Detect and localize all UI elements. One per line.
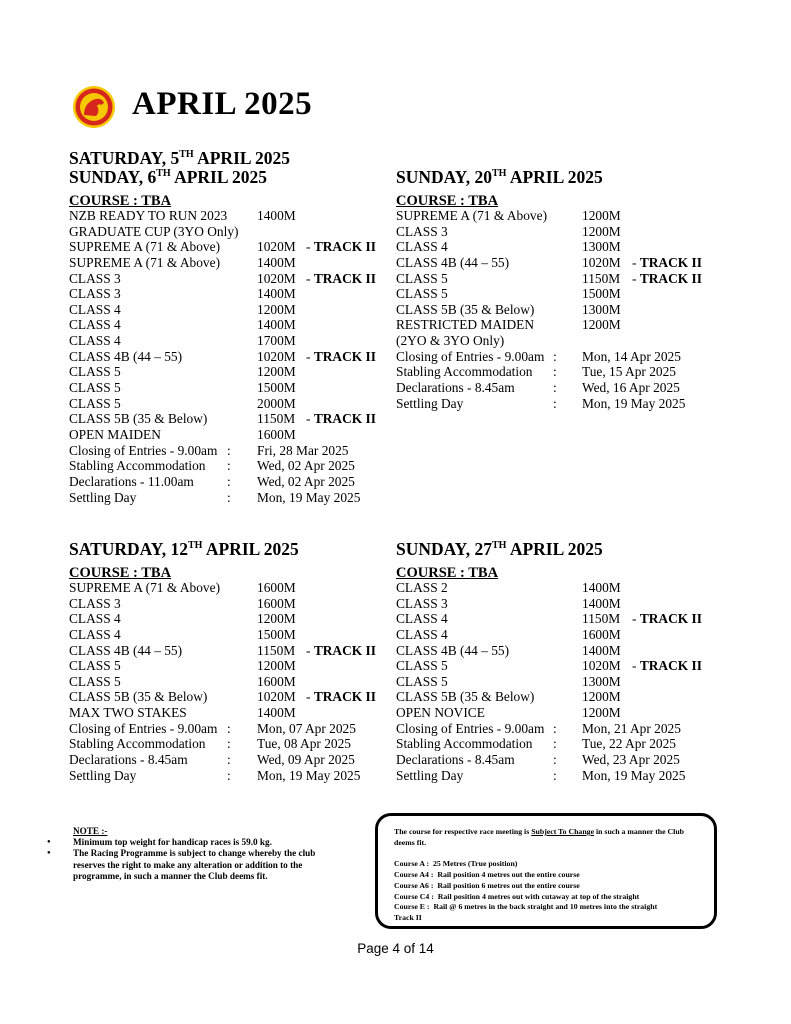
race-distance: 1020M [257, 270, 296, 286]
race-row: CLASS 4 1150M - TRACK II [396, 611, 702, 627]
track-label: TRACK II [313, 270, 376, 286]
info-colon: : [227, 442, 231, 458]
meeting-info-row [69, 458, 379, 474]
race-name: RESTRICTED MAIDEN [396, 317, 534, 333]
meeting-info-row [396, 752, 716, 768]
info-value: Wed, 23 Apr 2025 [582, 752, 680, 768]
race-distance: 1400M [257, 705, 296, 721]
note-list [42, 837, 342, 882]
race-row: CLASS 5B (35 & Below) 1020M - TRACK II [69, 689, 376, 705]
meeting-info-row [396, 396, 716, 412]
race-row [69, 396, 379, 412]
track-label: TRACK II [313, 411, 376, 427]
course-entry-code: Course A6 : [394, 880, 434, 890]
course-entry-desc: Rail position 4 metres out with cutaway at top of the straight [437, 891, 640, 901]
meeting-info-row [69, 490, 379, 506]
info-label: Declarations - 8.45am [69, 752, 188, 768]
info-value: Mon, 21 Apr 2025 [582, 720, 681, 736]
race-name: CLASS 4B (44 – 55) [396, 642, 510, 658]
race-distance: 1200M [582, 689, 621, 705]
race-row [69, 611, 379, 627]
race-row [396, 705, 716, 721]
race-name: NZB READY TO RUN 2023 [69, 208, 228, 223]
race-distance: 1020M [257, 239, 296, 255]
race-row [396, 674, 716, 690]
info-colon: : [553, 767, 557, 783]
info-label: Stabling Accommodation [396, 736, 533, 752]
race-row [69, 317, 379, 333]
race-name: OPEN NOVICE [396, 705, 485, 721]
race-name: SUPREME A (71 & Above) [69, 580, 221, 595]
race-distance: 1400M [582, 580, 621, 595]
race-distance: 1200M [257, 301, 296, 317]
info-label: Declarations - 11.00am [69, 473, 194, 489]
race-row [69, 427, 379, 443]
info-value: Wed, 02 Apr 2025 [257, 458, 355, 474]
race-distance: 1020M [582, 254, 621, 270]
meeting-date: SUNDAY, 6TH APRIL 2025 [69, 167, 267, 187]
race-distance: 1200M [257, 611, 296, 627]
race-row [396, 689, 716, 705]
meeting-info-row [396, 736, 716, 752]
race-row: CLASS 4B (44 – 55) 1020M - TRACK II [69, 348, 376, 364]
race-row [396, 208, 716, 224]
info-value: Mon, 19 May 2025 [257, 489, 361, 505]
race-row [396, 286, 716, 302]
race-distance: 1200M [257, 658, 296, 674]
club-logo [72, 85, 116, 129]
race-name: CLASS 5 [69, 658, 121, 674]
race-distance: 1150M [257, 642, 296, 658]
race-row [69, 333, 379, 349]
meeting-info-row [69, 474, 379, 490]
track-label: TRACK II [639, 658, 702, 674]
info-colon: : [553, 348, 557, 364]
meeting-info-row [69, 768, 379, 784]
race-name: CLASS 4 [396, 626, 448, 642]
race-distance: 1400M [257, 317, 296, 333]
course-entry-code: Course E : [394, 902, 430, 912]
meeting-info-row [69, 736, 379, 752]
meeting-block-april-12 [69, 540, 379, 783]
race-row [396, 302, 716, 318]
race-row [69, 364, 379, 380]
info-colon: : [227, 752, 231, 768]
race-distance: 1200M [582, 705, 621, 721]
race-name: CLASS 5 [396, 658, 448, 674]
info-value: Wed, 02 Apr 2025 [257, 473, 355, 489]
race-distance: 1400M [257, 254, 296, 270]
race-name: CLASS 4 [396, 239, 448, 255]
course-entry [394, 892, 704, 903]
race-distance: 2000M [257, 395, 296, 411]
info-value: Mon, 19 May 2025 [582, 395, 686, 411]
track-label: TRACK II [313, 348, 376, 364]
meeting-info-row [396, 721, 716, 737]
race-row [396, 643, 716, 659]
info-colon: : [553, 380, 557, 396]
race-name: CLASS 5 [396, 673, 448, 689]
info-colon: : [227, 473, 231, 489]
race-row: CLASS 3 1020M - TRACK II [69, 270, 376, 286]
info-label: Closing of Entries - 9.00am [69, 720, 218, 736]
race-row [396, 333, 716, 349]
race-name: CLASS 3 [69, 270, 121, 286]
race-distance: 1700M [257, 333, 296, 349]
race-row [69, 302, 379, 318]
meeting-info-row [69, 721, 379, 737]
race-distance: 1020M [257, 689, 296, 705]
race-distance: 1300M [582, 673, 621, 689]
race-row [69, 658, 379, 674]
info-colon: : [553, 752, 557, 768]
info-colon: : [227, 736, 231, 752]
race-name: CLASS 3 [69, 595, 121, 611]
race-row [396, 580, 716, 596]
race-name: CLASS 2 [396, 580, 448, 595]
info-value: Tue, 15 Apr 2025 [582, 364, 676, 380]
meeting-info-row [396, 380, 716, 396]
info-value: Wed, 09 Apr 2025 [257, 752, 355, 768]
course-entry-desc: Rail position 6 metres out the entire course [437, 880, 580, 890]
race-name: SUPREME A (71 & Above) [69, 254, 221, 270]
meeting-date: SATURDAY, 5TH APRIL 2025 [69, 148, 290, 168]
note-title: NOTE :- [73, 826, 108, 836]
course-heading: COURSE : TBA [69, 565, 172, 581]
note-section [42, 826, 342, 882]
race-name: CLASS 4 [69, 301, 121, 317]
race-row [396, 224, 716, 240]
course-entry-code: Course A : [394, 858, 430, 868]
info-colon: : [227, 767, 231, 783]
race-name: CLASS 4 [69, 317, 121, 333]
race-row [69, 208, 379, 224]
race-distance: 1150M [582, 270, 621, 286]
meeting-info-row [396, 349, 716, 365]
race-name: CLASS 5 [69, 673, 121, 689]
race-name: GRADUATE CUP (3YO Only) [69, 223, 239, 239]
race-name: CLASS 5 [69, 380, 121, 396]
race-row [69, 674, 379, 690]
course-entry-code: Course A4 : [394, 869, 434, 879]
course-entry-desc: 25 Metres (True position) [433, 858, 518, 868]
course-entry [394, 881, 704, 892]
race-name: CLASS 3 [69, 286, 121, 302]
info-colon: : [553, 395, 557, 411]
race-distance: 1600M [582, 626, 621, 642]
track-label: TRACK II [313, 239, 376, 255]
course-info-box [375, 813, 717, 929]
race-row [69, 286, 379, 302]
course-heading: COURSE : TBA [396, 193, 499, 209]
race-name: CLASS 5B (35 & Below) [69, 411, 208, 427]
info-value: Tue, 08 Apr 2025 [257, 736, 351, 752]
race-row [396, 239, 716, 255]
race-name: (2YO & 3YO Only) [396, 333, 505, 349]
race-row [69, 255, 379, 271]
info-colon: : [553, 364, 557, 380]
info-colon: : [227, 489, 231, 505]
info-value: Mon, 07 Apr 2025 [257, 720, 356, 736]
race-distance: 1300M [582, 301, 621, 317]
race-name: CLASS 5 [396, 270, 448, 286]
page-footer: Page 4 of 14 [357, 941, 434, 956]
race-distance: 1400M [257, 208, 296, 223]
race-name: CLASS 4 [69, 611, 121, 627]
info-value: Mon, 19 May 2025 [582, 767, 686, 783]
info-colon: : [553, 720, 557, 736]
race-distance: 1200M [582, 317, 621, 333]
race-distance: 1200M [582, 208, 621, 223]
race-name: CLASS 4B (44 – 55) [396, 254, 510, 270]
race-row: SUPREME A (71 & Above) 1020M - TRACK II [69, 239, 376, 255]
course-entry [394, 859, 704, 870]
track-label: TRACK II [639, 270, 702, 286]
race-name: CLASS 4 [396, 611, 448, 627]
race-distance: 1020M [582, 658, 621, 674]
info-value: Wed, 16 Apr 2025 [582, 380, 680, 396]
race-name: SUPREME A (71 & Above) [396, 208, 548, 223]
race-distance: 1200M [582, 223, 621, 239]
race-name: CLASS 4 [69, 333, 121, 349]
course-box-entries [394, 859, 704, 914]
race-name: CLASS 5B (35 & Below) [396, 301, 535, 317]
race-distance: 1300M [582, 239, 621, 255]
info-label: Settling Day [69, 767, 137, 783]
meeting-info-row [69, 752, 379, 768]
race-name: CLASS 3 [396, 223, 448, 239]
track-label: TRACK II [639, 611, 702, 627]
race-name: CLASS 4B (44 – 55) [69, 348, 183, 364]
info-label: Settling Day [396, 395, 464, 411]
race-distance: 1200M [257, 364, 296, 380]
race-distance: 1600M [257, 595, 296, 611]
race-distance: 1150M [582, 611, 621, 627]
race-row [69, 627, 379, 643]
race-name: CLASS 3 [396, 595, 448, 611]
note-item: ● The Racing Programme is subject to change whereby the club reserves the right to make any alteration or addition to the programme, in such a manner the Club deems fit. [42, 848, 342, 882]
info-label: Closing of Entries - 9.00am [396, 720, 545, 736]
race-name: CLASS 5 [69, 364, 121, 380]
race-name: CLASS 5B (35 & Below) [69, 689, 208, 705]
info-label: Closing of Entries - 9.00am [396, 348, 545, 364]
info-label: Declarations - 8.45am [396, 752, 515, 768]
race-name: SUPREME A (71 & Above) [69, 239, 221, 255]
race-distance: 1600M [257, 426, 296, 442]
race-name: MAX TWO STAKES [69, 705, 187, 721]
course-box-intro: The course for respective race meeting is Subject To Change in such a manner the Club deems fit. [394, 827, 685, 847]
race-distance: 1150M [257, 411, 296, 427]
race-row [396, 596, 716, 612]
race-row [69, 580, 379, 596]
note-item: ● Minimum top weight for handicap races is 59.0 kg. [42, 837, 342, 848]
course-entry [394, 902, 704, 913]
race-distance: 1600M [257, 673, 296, 689]
info-label: Settling Day [396, 767, 464, 783]
info-value: Fri, 28 Mar 2025 [257, 442, 349, 458]
race-row [396, 627, 716, 643]
race-distance: 1400M [582, 642, 621, 658]
meeting-block-april-20 [396, 168, 716, 411]
meeting-info-row [396, 768, 716, 784]
info-label: Stabling Accommodation [396, 364, 533, 380]
course-entry-desc: Rail position 4 metres out the entire course [437, 869, 580, 879]
race-row: CLASS 5 1150M - TRACK II [396, 270, 702, 286]
race-distance: 1500M [582, 286, 621, 302]
track-label: TRACK II [313, 642, 376, 658]
info-label: Declarations - 8.45am [396, 380, 515, 396]
info-value: Mon, 14 Apr 2025 [582, 348, 681, 364]
info-label: Stabling Accommodation [69, 736, 206, 752]
info-colon: : [553, 736, 557, 752]
race-row: CLASS 5B (35 & Below) 1150M - TRACK II [69, 411, 376, 427]
race-row [396, 317, 716, 333]
race-row: CLASS 5 1020M - TRACK II [396, 658, 702, 674]
course-heading: COURSE : TBA [396, 565, 499, 581]
course-heading: COURSE : TBA [69, 193, 172, 209]
race-row [69, 705, 379, 721]
race-distance: 1020M [257, 348, 296, 364]
meeting-info-row [396, 364, 716, 380]
course-entry [394, 870, 704, 881]
race-name: CLASS 4 [69, 626, 121, 642]
race-distance: 1500M [257, 626, 296, 642]
info-label: Settling Day [69, 489, 137, 505]
race-distance: 1400M [582, 595, 621, 611]
race-name: CLASS 5 [396, 286, 448, 302]
course-entry-code: Course C4 : [394, 891, 434, 901]
race-distance: 1400M [257, 286, 296, 302]
meeting-info-row [69, 443, 379, 459]
info-colon: : [227, 458, 231, 474]
race-row: CLASS 4B (44 – 55) 1150M - TRACK II [69, 642, 376, 658]
meeting-block-april-5-6 [69, 149, 379, 505]
course-entry-desc: Rail @ 6 metres in the back straight and 10 metres into the straight [433, 902, 658, 912]
meeting-date: SUNDAY, 20TH APRIL 2025 [396, 167, 603, 187]
track-label: TRACK II [313, 689, 376, 705]
race-row [69, 224, 379, 240]
meeting-block-april-27 [396, 540, 716, 783]
meeting-date: SATURDAY, 12TH APRIL 2025 [69, 539, 299, 559]
info-label: Closing of Entries - 9.00am [69, 442, 218, 458]
race-name: OPEN MAIDEN [69, 426, 161, 442]
race-name: CLASS 5 [69, 395, 121, 411]
race-distance: 1500M [257, 380, 296, 396]
race-name: CLASS 5B (35 & Below) [396, 689, 535, 705]
race-distance: 1600M [257, 580, 296, 595]
meeting-date: SUNDAY, 27TH APRIL 2025 [396, 539, 603, 559]
info-value: Mon, 19 May 2025 [257, 767, 361, 783]
course-box-tail: Track II [394, 913, 422, 923]
race-name: CLASS 4B (44 – 55) [69, 642, 183, 658]
page-title: APRIL 2025 [132, 86, 313, 122]
info-colon: : [227, 720, 231, 736]
track-label: TRACK II [639, 254, 702, 270]
race-row: CLASS 4B (44 – 55) 1020M - TRACK II [396, 254, 702, 270]
info-label: Stabling Accommodation [69, 458, 206, 474]
race-row [69, 596, 379, 612]
info-value: Tue, 22 Apr 2025 [582, 736, 676, 752]
race-row [69, 380, 379, 396]
